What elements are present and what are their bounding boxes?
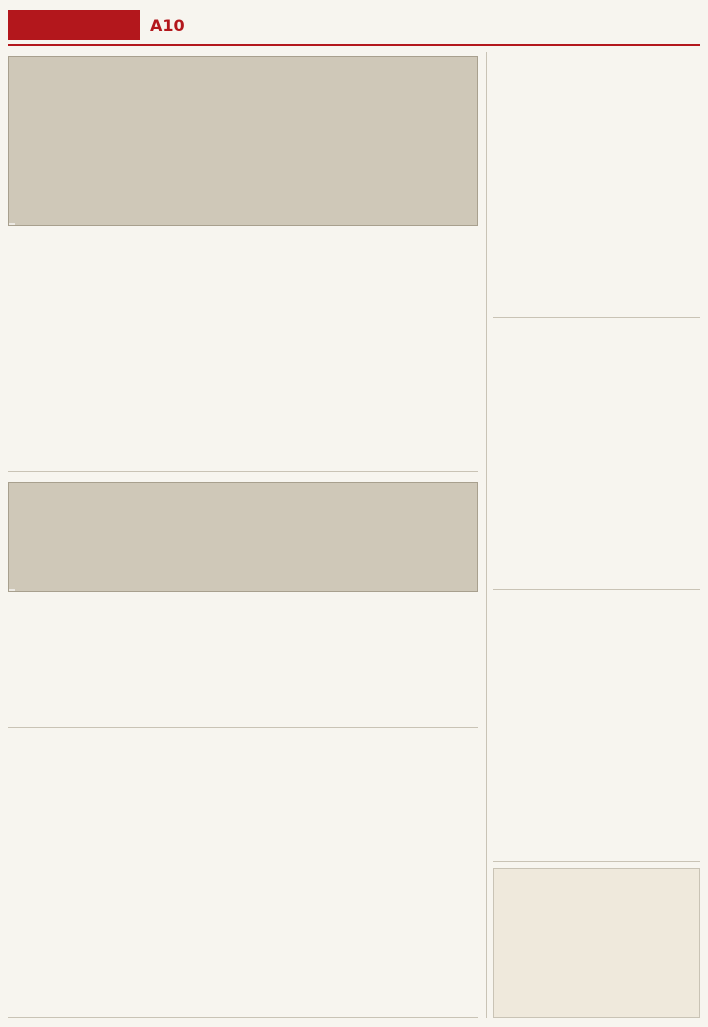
side-article <box>493 596 700 862</box>
main-column <box>8 52 478 1018</box>
masthead <box>8 6 700 46</box>
newspaper-brand <box>8 10 140 40</box>
page-body <box>8 52 700 1018</box>
second-photo <box>8 482 478 592</box>
lead-article <box>8 52 478 472</box>
lead-photo <box>8 56 478 226</box>
side-article <box>493 324 700 590</box>
page-section-label: A10 <box>150 15 185 35</box>
third-article <box>8 734 478 1018</box>
side-article <box>493 52 700 318</box>
second-article <box>8 478 478 728</box>
lead-photo-caption <box>9 223 15 225</box>
side-column <box>486 52 700 1018</box>
second-photo-caption <box>9 589 15 591</box>
advertisement-block <box>493 868 700 1018</box>
